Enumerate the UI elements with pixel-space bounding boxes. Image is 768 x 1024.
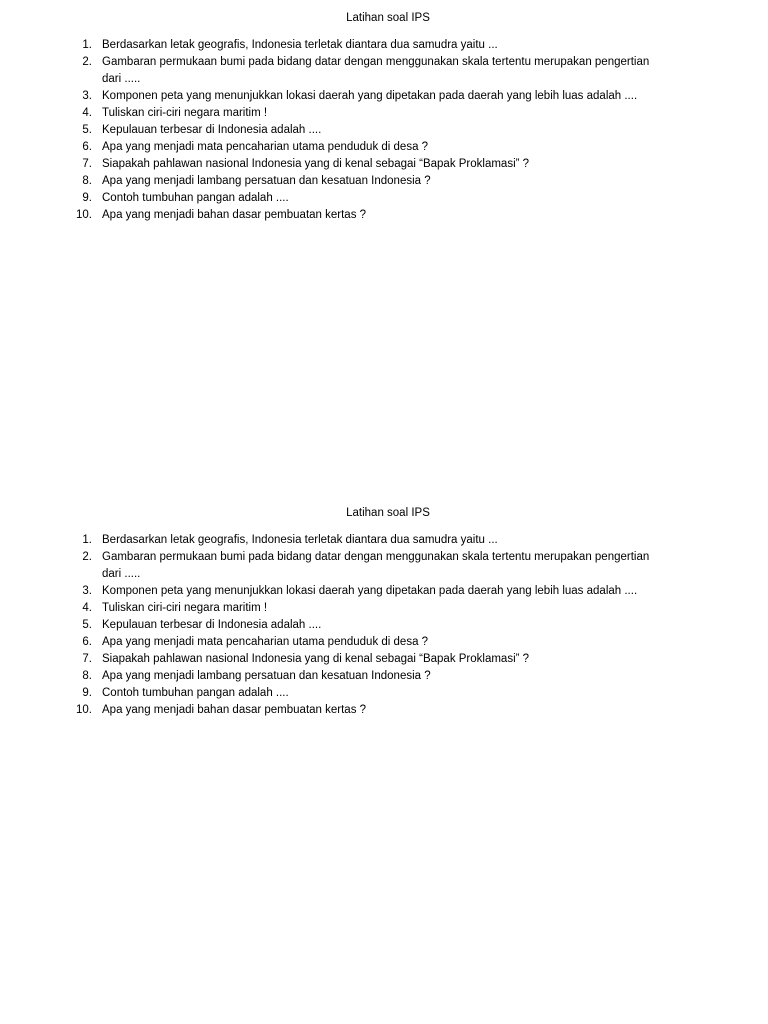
list-item xyxy=(0,668,768,685)
question-text: Apa yang menjadi bahan dasar pembuatan kertas ? xyxy=(102,704,367,716)
page-title: Latihan soal IPS xyxy=(346,507,430,519)
question-number: 7. xyxy=(82,653,92,665)
question-text: Contoh tumbuhan pangan adalah .... xyxy=(102,192,289,204)
question-number: 6. xyxy=(82,636,92,648)
list-item xyxy=(0,54,768,88)
question-text: Apa yang menjadi mata pencaharian utama penduduk di desa ? xyxy=(102,636,429,648)
question-number: 3. xyxy=(82,90,92,102)
question-number: 1. xyxy=(82,534,92,546)
worksheet-section-1 xyxy=(0,10,768,224)
question-number: 8. xyxy=(82,175,92,187)
question-text: Berdasarkan letak geografis, Indonesia terletak diantara dua samudra yaitu ... xyxy=(102,534,498,546)
list-item xyxy=(0,549,768,583)
list-item xyxy=(0,37,768,54)
list-item xyxy=(0,173,768,190)
list-item xyxy=(0,88,768,105)
question-number: 5. xyxy=(82,619,92,631)
worksheet-section-2 xyxy=(0,505,768,719)
question-number: 6. xyxy=(82,141,92,153)
question-number: 10. xyxy=(76,704,92,716)
question-number: 10. xyxy=(76,209,92,221)
question-text: Komponen peta yang menunjukkan lokasi daerah yang dipetakan pada daerah yang lebih luas adalah .... xyxy=(102,90,638,102)
page-title: Latihan soal IPS xyxy=(346,12,430,24)
question-text: Apa yang menjadi lambang persatuan dan kesatuan Indonesia ? xyxy=(102,670,431,682)
question-text: Komponen peta yang menunjukkan lokasi daerah yang dipetakan pada daerah yang lebih luas adalah .... xyxy=(102,585,638,597)
question-number: 2. xyxy=(82,56,92,68)
list-item xyxy=(0,139,768,156)
question-text: Apa yang menjadi bahan dasar pembuatan kertas ? xyxy=(102,209,367,221)
list-item xyxy=(0,207,768,224)
question-number: 3. xyxy=(82,585,92,597)
question-text: Kepulauan terbesar di Indonesia adalah .... xyxy=(102,619,322,631)
list-item xyxy=(0,634,768,651)
question-text: Siapakah pahlawan nasional Indonesia yang di kenal sebagai “Bapak Proklamasi” ? xyxy=(102,158,530,170)
list-item xyxy=(0,685,768,702)
question-text: Kepulauan terbesar di Indonesia adalah .... xyxy=(102,124,322,136)
question-text: Gambaran permukaan bumi pada bidang datar dengan menggunakan skala tertentu merupakan pengertian dari ..... xyxy=(102,551,650,580)
question-number: 4. xyxy=(82,602,92,614)
question-text: Gambaran permukaan bumi pada bidang datar dengan menggunakan skala tertentu merupakan pengertian dari ..... xyxy=(102,56,650,85)
list-item xyxy=(0,122,768,139)
list-item xyxy=(0,600,768,617)
question-text: Tuliskan ciri-ciri negara maritim ! xyxy=(102,602,268,614)
question-number: 9. xyxy=(82,687,92,699)
question-number: 9. xyxy=(82,192,92,204)
list-item xyxy=(0,532,768,549)
question-text: Siapakah pahlawan nasional Indonesia yang di kenal sebagai “Bapak Proklamasi” ? xyxy=(102,653,530,665)
question-text: Apa yang menjadi lambang persatuan dan kesatuan Indonesia ? xyxy=(102,175,431,187)
list-item xyxy=(0,156,768,173)
list-item xyxy=(0,190,768,207)
question-text: Apa yang menjadi mata pencaharian utama penduduk di desa ? xyxy=(102,141,429,153)
question-list xyxy=(0,37,768,224)
question-text: Contoh tumbuhan pangan adalah .... xyxy=(102,687,289,699)
question-number: 5. xyxy=(82,124,92,136)
question-number: 4. xyxy=(82,107,92,119)
question-list xyxy=(0,532,768,719)
question-number: 2. xyxy=(82,551,92,563)
list-item xyxy=(0,702,768,719)
list-item xyxy=(0,617,768,634)
question-number: 1. xyxy=(82,39,92,51)
question-text: Tuliskan ciri-ciri negara maritim ! xyxy=(102,107,268,119)
list-item xyxy=(0,105,768,122)
question-number: 8. xyxy=(82,670,92,682)
question-number: 7. xyxy=(82,158,92,170)
list-item xyxy=(0,651,768,668)
question-text: Berdasarkan letak geografis, Indonesia terletak diantara dua samudra yaitu ... xyxy=(102,39,498,51)
list-item xyxy=(0,583,768,600)
